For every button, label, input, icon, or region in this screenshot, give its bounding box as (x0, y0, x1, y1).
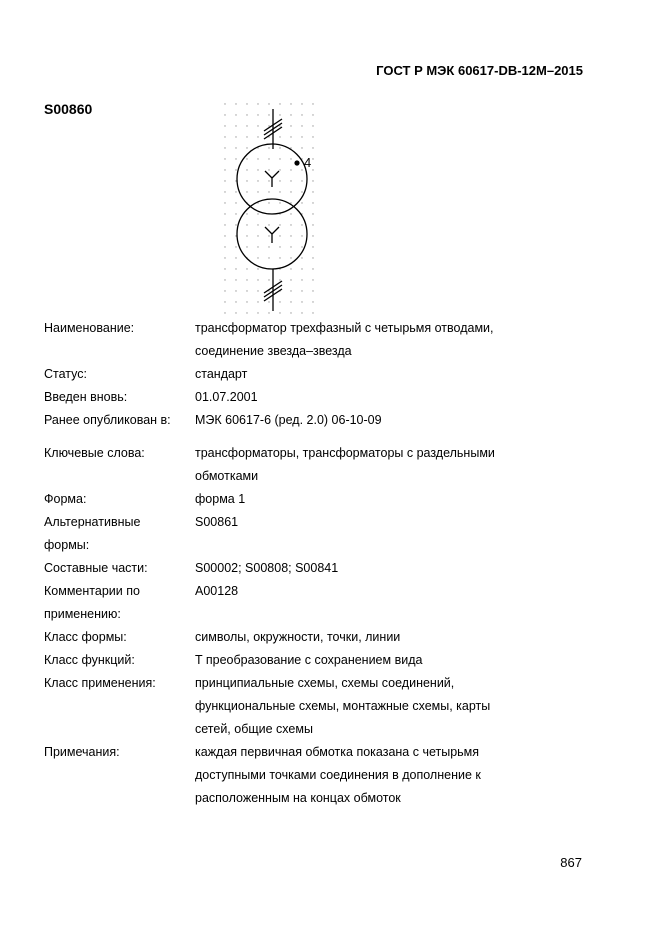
grid-dot (268, 125, 269, 126)
grid-dot (312, 202, 313, 203)
name-line-1: трансформатор трехфазный с четырьмя отводами, (195, 321, 494, 335)
grid-dot (246, 235, 247, 236)
grid-dot (257, 191, 258, 192)
published-label: Ранее опубликован в: (44, 413, 171, 427)
grid-dot (301, 147, 302, 148)
grid-dot (235, 246, 236, 247)
grid-dot (246, 169, 247, 170)
grid-dot (246, 136, 247, 137)
grid-dot (257, 114, 258, 115)
grid-dot (257, 180, 258, 181)
grid-dot (279, 279, 280, 280)
grid-dot (301, 257, 302, 258)
published-value: МЭК 60617-6 (ред. 2.0) 06-10-09 (195, 413, 382, 427)
name-value (195, 317, 604, 363)
grid-dot (235, 213, 236, 214)
grid-dot (224, 180, 225, 181)
grid-dot (268, 114, 269, 115)
grid-dot (224, 213, 225, 214)
grid-dot (290, 279, 291, 280)
grid-dot (268, 169, 269, 170)
alt-forms-label (44, 511, 195, 557)
grid-dot (301, 235, 302, 236)
grid-dot (312, 279, 313, 280)
comments-label-line-2: применению: (44, 607, 121, 621)
grid-dot (224, 312, 225, 313)
grid-dot (257, 158, 258, 159)
grid-dot (290, 224, 291, 225)
grid-dot (257, 125, 258, 126)
grid-dot (301, 202, 302, 203)
comments-label (44, 580, 195, 626)
form-label: Форма: (44, 492, 87, 506)
grid-dot (279, 114, 280, 115)
row-func-class (44, 649, 604, 672)
grid-dot (290, 301, 291, 302)
grid-dot (301, 169, 302, 170)
parts-label: Составные части: (44, 561, 148, 575)
grid-dot (246, 301, 247, 302)
grid-dot (257, 279, 258, 280)
grid-dot (312, 136, 313, 137)
grid-dot (257, 301, 258, 302)
notes-line-2: доступными точками соединения в дополнение к (195, 768, 481, 782)
primary-star-connection (265, 171, 279, 187)
keywords-line-2: обмотками (195, 469, 259, 483)
app-class-line-2: функциональные схемы, монтажные схемы, карты (195, 699, 491, 713)
grid-dot (235, 202, 236, 203)
grid-dot (235, 312, 236, 313)
grid-dot (268, 180, 269, 181)
grid-dot (268, 246, 269, 247)
page-number: 867 (560, 855, 582, 870)
grid-dot (224, 169, 225, 170)
grid-dot (290, 103, 291, 104)
grid-dot (224, 125, 225, 126)
row-name (44, 317, 604, 363)
grid-dot (290, 312, 291, 313)
keywords-line-1: трансформаторы, трансформаторы с раздельными (195, 446, 495, 460)
grid-dot (279, 202, 280, 203)
grid-dot (290, 246, 291, 247)
transformer-symbol-svg (220, 101, 320, 316)
grid-dot (301, 136, 302, 137)
grid-dot (279, 235, 280, 236)
row-app-class (44, 672, 604, 741)
grid-dot (246, 213, 247, 214)
grid-dot (279, 125, 280, 126)
notes-label: Примечания: (44, 745, 120, 759)
grid-dot (257, 235, 258, 236)
grid-dot (246, 180, 247, 181)
introduced-value: 01.07.2001 (195, 390, 258, 404)
grid-dot (257, 312, 258, 313)
grid-dot (257, 213, 258, 214)
grid-dot (246, 147, 247, 148)
grid-dot (279, 147, 280, 148)
keywords-label: Ключевые слова: (44, 446, 145, 460)
transformer-symbol-figure (220, 101, 320, 316)
grid-dot (301, 180, 302, 181)
grid-dot (279, 169, 280, 170)
grid-dot (312, 224, 313, 225)
func-class-label: Класс функций: (44, 653, 135, 667)
grid-dot (246, 114, 247, 115)
grid-dot (257, 224, 258, 225)
grid-dot (235, 290, 236, 291)
grid-dot (301, 191, 302, 192)
grid-dot (301, 103, 302, 104)
grid-dot (312, 103, 313, 104)
grid-dot (279, 180, 280, 181)
name-label: Наименование: (44, 321, 135, 335)
grid-dot (312, 246, 313, 247)
grid-dot (224, 246, 225, 247)
symbol-code: S00860 (44, 101, 93, 117)
row-introduced (44, 386, 604, 409)
keywords-value (195, 442, 604, 488)
grid-dot (279, 246, 280, 247)
grid-dot (268, 312, 269, 313)
grid-dot (246, 246, 247, 247)
grid-dot (312, 257, 313, 258)
app-class-label: Класс применения: (44, 676, 156, 690)
grid-dot (268, 103, 269, 104)
grid-dot (224, 268, 225, 269)
grid-dot (290, 191, 291, 192)
grid-dot (224, 235, 225, 236)
grid-dot (246, 158, 247, 159)
grid-dot (290, 180, 291, 181)
grid-dot (224, 290, 225, 291)
grid-dot (312, 147, 313, 148)
row-comments (44, 580, 604, 626)
grid-dot (301, 125, 302, 126)
grid-dot (257, 169, 258, 170)
grid-dot (235, 268, 236, 269)
grid-dot (279, 191, 280, 192)
symbol-properties (44, 317, 604, 810)
row-parts (44, 557, 604, 580)
grid-dot (312, 213, 313, 214)
row-status (44, 363, 604, 386)
grid-dot (257, 136, 258, 137)
app-class-value (195, 672, 604, 741)
grid-dot (279, 158, 280, 159)
grid-dot (224, 301, 225, 302)
form-value: форма 1 (195, 492, 246, 506)
grid-dot (290, 169, 291, 170)
grid-dot (224, 136, 225, 137)
tap-count-label: 4 (304, 155, 312, 170)
grid-dot (224, 279, 225, 280)
grid-dot (268, 279, 269, 280)
grid-dot (235, 125, 236, 126)
row-published (44, 409, 604, 432)
alt-forms-label-line-1: Альтернативные (44, 515, 141, 529)
grid-dot (290, 125, 291, 126)
grid-dot (290, 268, 291, 269)
row-form (44, 488, 604, 511)
alt-forms-value: S00861 (195, 515, 239, 529)
grid-dot (279, 301, 280, 302)
row-form-class (44, 626, 604, 649)
grid-dot (301, 268, 302, 269)
row-alt-forms (44, 511, 604, 557)
status-value: стандарт (195, 367, 248, 381)
grid-dot (268, 147, 269, 148)
comments-value: A00128 (195, 584, 239, 598)
grid-dot (224, 103, 225, 104)
grid-dot (279, 312, 280, 313)
tap-connection-dot (294, 160, 299, 165)
notes-value (195, 741, 604, 810)
parts-value: S00002; S00808; S00841 (195, 561, 339, 575)
grid-dot (224, 202, 225, 203)
grid-dot (301, 290, 302, 291)
grid-dot (224, 191, 225, 192)
row-notes (44, 741, 604, 810)
grid-dot (246, 290, 247, 291)
notes-line-1: каждая первичная обмотка показана с четырьмя (195, 745, 480, 759)
grid-dot (246, 125, 247, 126)
grid-dot (268, 202, 269, 203)
grid-dot (235, 114, 236, 115)
grid-dot (246, 268, 247, 269)
form-class-label: Класс формы: (44, 630, 127, 644)
grid-dot (246, 103, 247, 104)
secondary-star-connection (265, 227, 279, 243)
grid-dot (224, 257, 225, 258)
grid-dot (301, 246, 302, 247)
grid-dot (268, 224, 269, 225)
grid-dot (235, 158, 236, 159)
row-keywords (44, 442, 604, 488)
grid-dot (312, 191, 313, 192)
grid-dot (279, 136, 280, 137)
grid-dot (268, 191, 269, 192)
grid-dot (235, 147, 236, 148)
grid-dot (235, 301, 236, 302)
comments-label-line-1: Комментарии по (44, 584, 140, 598)
grid-dot (246, 312, 247, 313)
grid-dot (235, 169, 236, 170)
app-class-line-3: сетей, общие схемы (195, 722, 313, 736)
grid-dot (290, 136, 291, 137)
grid-dot (257, 268, 258, 269)
grid-dot (312, 290, 313, 291)
form-class-value: символы, окружности, точки, линии (195, 630, 401, 644)
alt-forms-label-line-2: формы: (44, 538, 90, 552)
grid-dot (268, 158, 269, 159)
name-line-2: соединение звезда–звезда (195, 344, 352, 358)
grid-dot (257, 246, 258, 247)
grid-dot (312, 268, 313, 269)
grid-dot (235, 191, 236, 192)
func-class-value: T преобразование с сохранением вида (195, 653, 423, 667)
grid-dot (290, 147, 291, 148)
grid-dot (301, 301, 302, 302)
grid-dot (224, 158, 225, 159)
notes-line-3: расположенным на концах обмоток (195, 791, 401, 805)
grid-dot (301, 279, 302, 280)
grid-dot (301, 224, 302, 225)
grid-dot (301, 312, 302, 313)
grid-dot (290, 213, 291, 214)
grid-dot (290, 235, 291, 236)
grid-dot (312, 114, 313, 115)
grid-dot (312, 180, 313, 181)
grid-dot (235, 279, 236, 280)
grid-dot (279, 224, 280, 225)
grid-dot (257, 103, 258, 104)
grid-dot (257, 257, 258, 258)
grid-dot (224, 114, 225, 115)
grid-dot (235, 103, 236, 104)
grid-dot (312, 301, 313, 302)
introduced-label: Введен вновь: (44, 390, 128, 404)
grid-dot (235, 136, 236, 137)
grid-dot (224, 147, 225, 148)
grid-dot (290, 290, 291, 291)
grid-dot (235, 224, 236, 225)
app-class-line-1: принципиальные схемы, схемы соединений, (195, 676, 455, 690)
standard-header: ГОСТ Р МЭК 60617-DB-12M–2015 (376, 63, 583, 78)
grid-dot (312, 158, 313, 159)
grid-dot (290, 114, 291, 115)
grid-dot (268, 235, 269, 236)
grid-dot (279, 257, 280, 258)
grid-dot (301, 114, 302, 115)
status-label: Статус: (44, 367, 87, 381)
grid-dot (246, 224, 247, 225)
grid-dot (312, 312, 313, 313)
grid-dot (224, 224, 225, 225)
grid-dot (246, 279, 247, 280)
grid-dot (268, 257, 269, 258)
grid-dot (246, 191, 247, 192)
grid-dot (290, 257, 291, 258)
grid-dot (279, 103, 280, 104)
grid-dot (290, 202, 291, 203)
grid-dot (312, 125, 313, 126)
grid-dot (312, 235, 313, 236)
dot-grid (224, 103, 313, 313)
grid-dot (290, 158, 291, 159)
grid-dot (312, 169, 313, 170)
grid-dot (235, 257, 236, 258)
grid-dot (268, 301, 269, 302)
grid-dot (257, 290, 258, 291)
